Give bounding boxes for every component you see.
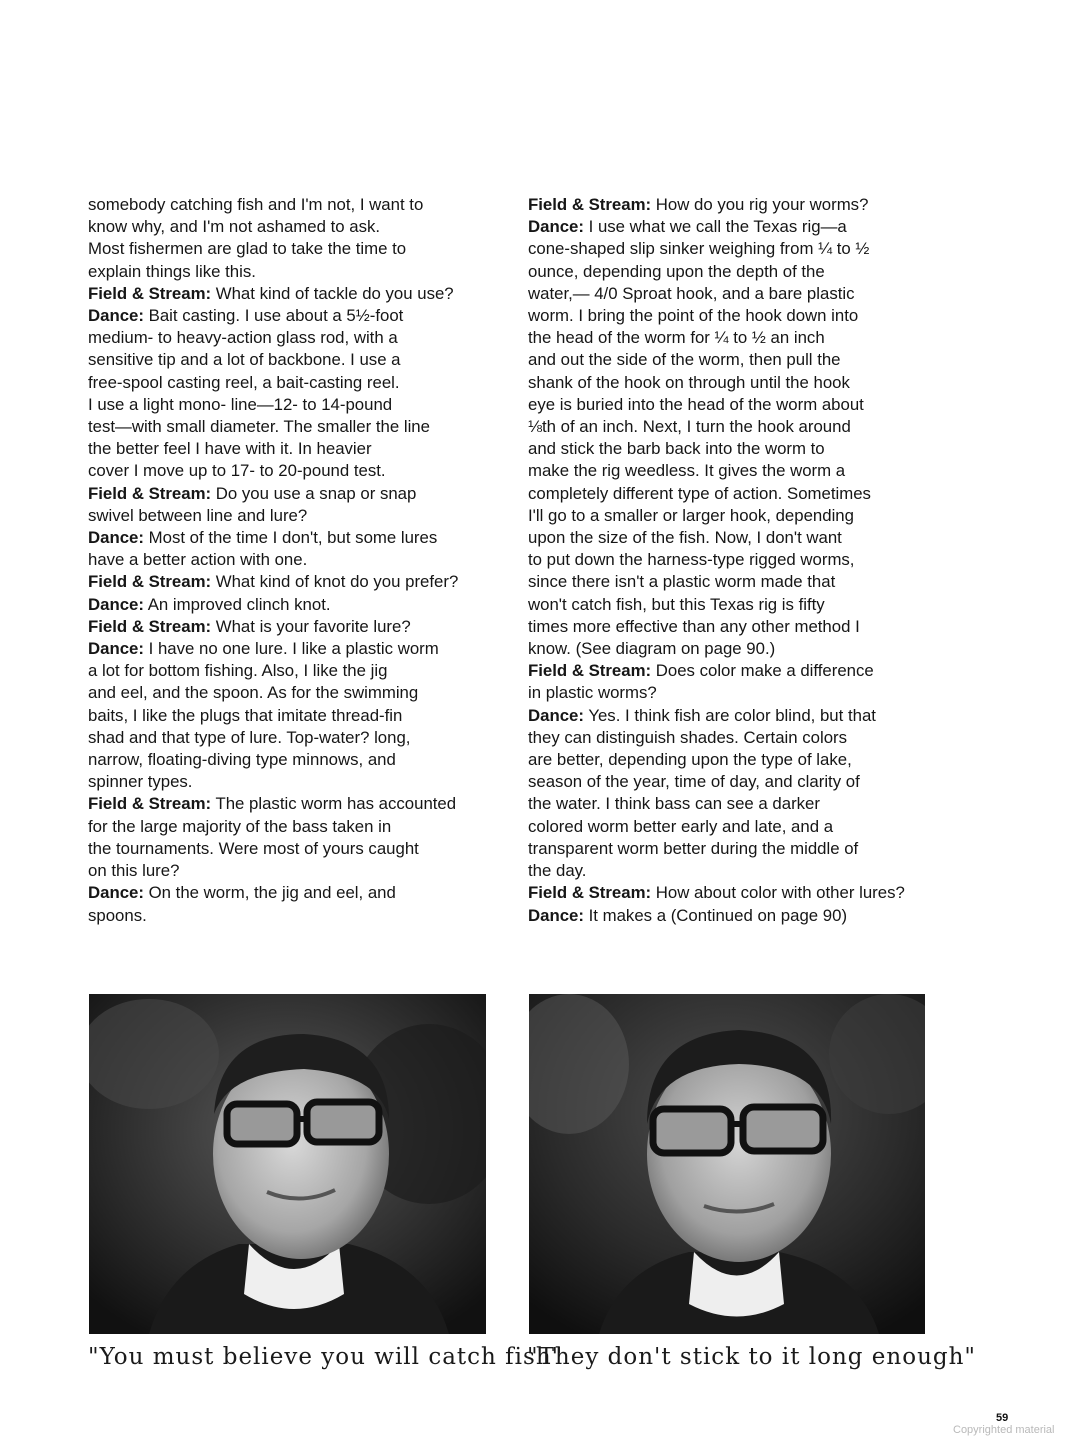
line-text: the tournaments. Were most of yours caught (88, 838, 419, 858)
line-text: to put down the harness-type rigged worms, (528, 550, 855, 570)
article-line (528, 327, 938, 349)
article-line (88, 194, 498, 216)
line-text: the water. I think bass can see a darker (528, 794, 820, 814)
article-line (88, 727, 498, 749)
article-line (528, 882, 938, 904)
article-line (528, 394, 938, 416)
line-text: test—with small diameter. The smaller the line (88, 417, 430, 437)
article-line (528, 793, 938, 815)
line-text: narrow, floating-diving type minnows, and (88, 750, 396, 770)
article-line (88, 594, 498, 616)
line-text: Does color make a difference (651, 661, 874, 681)
line-text: and stick the barb back into the worm to (528, 439, 825, 459)
article-line (528, 372, 938, 394)
line-text: ounce, depending upon the depth of the (528, 261, 825, 281)
line-text: and eel, and the spoon. As for the swimming (88, 683, 419, 703)
article-line (528, 416, 938, 438)
portrait-image-right (529, 994, 925, 1334)
line-text: they can distinguish shades. Certain colors (528, 727, 848, 747)
article-line (88, 394, 498, 416)
speaker-label: Field & Stream: (528, 195, 652, 214)
line-text: What kind of knot do you prefer? (211, 572, 459, 592)
line-text: for the large majority of the bass taken in (88, 816, 392, 836)
line-text: The plastic worm has accounted (211, 794, 457, 814)
page-number: 59 (996, 1412, 1009, 1424)
speaker-label: Field & Stream: (88, 616, 212, 636)
article-line (528, 816, 938, 838)
speaker-label: Field & Stream: (88, 483, 212, 503)
line-text: and out the side of the worm, then pull the (528, 350, 841, 370)
article-line (528, 838, 938, 860)
line-text: in plastic worms? (528, 683, 657, 703)
line-text: I have no one lure. I like a plastic worm (143, 639, 439, 659)
portrait-photo-left (89, 994, 486, 1334)
line-text: the head of the worm for ¼ to ½ an inch (528, 328, 825, 348)
speaker-label: Dance: (88, 306, 144, 326)
article-line (88, 305, 498, 327)
article-line (528, 749, 938, 771)
line-text: How do you rig your worms? (651, 195, 869, 214)
article-line (88, 505, 498, 527)
article-line (528, 305, 938, 327)
article-line (88, 616, 498, 638)
article-line (88, 838, 498, 860)
article-line (88, 372, 498, 394)
line-text: make the rig weedless. It gives the worm a (528, 461, 846, 481)
copyright-watermark: Copyrighted material (953, 1424, 1055, 1436)
line-text: swivel between line and lure? (88, 505, 308, 525)
line-text: eye is buried into the head of the worm about (528, 394, 864, 414)
line-text: times more effective than any other method I (528, 616, 860, 636)
line-text: shank of the hook on through until the hook (528, 372, 850, 392)
article-line (528, 238, 938, 260)
speaker-label: Field & Stream: (88, 283, 212, 303)
line-text: Bait casting. I use about a 5½-foot (143, 306, 404, 326)
article-line (528, 771, 938, 793)
line-text: What is your favorite lure? (211, 616, 411, 636)
line-text: since there isn't a plastic worm made that (528, 572, 836, 592)
article-line (528, 483, 938, 505)
speaker-label: Field & Stream: (528, 661, 652, 681)
article-line (528, 349, 938, 371)
line-text: It makes a (Continued on page 90) (583, 905, 848, 925)
line-text: know why, and I'm not ashamed to ask. (88, 217, 381, 237)
article-line (528, 438, 938, 460)
line-text: spinner types. (88, 772, 193, 792)
line-text: won't catch fish, but this Texas rig is fifty (528, 594, 825, 614)
article-line (528, 549, 938, 571)
speaker-label: Dance: (88, 883, 144, 903)
article-line (88, 238, 498, 260)
line-text: baits, I like the plugs that imitate thread-fin (88, 705, 403, 725)
line-text: I use what we call the Texas rig—a (583, 217, 847, 237)
article-line (528, 194, 938, 216)
speaker-label: Dance: (88, 528, 144, 548)
article-line (88, 749, 498, 771)
article-line (88, 527, 498, 549)
article-line (88, 549, 498, 571)
line-text: ⅛th of an inch. Next, I turn the hook around (528, 417, 851, 437)
line-text: cover I move up to 17- to 20-pound test. (88, 461, 386, 481)
speaker-label: Dance: (528, 905, 584, 925)
portrait-image-left (89, 994, 486, 1334)
article-line (528, 660, 938, 682)
line-text: somebody catching fish and I'm not, I want to (88, 195, 424, 214)
article-line (528, 682, 938, 704)
article-line (88, 682, 498, 704)
line-text: a lot for bottom fishing. Also, I like the jig (88, 661, 388, 681)
article-line (88, 638, 498, 660)
line-text: cone-shaped slip sinker weighing from ¼ to ½ (528, 239, 870, 259)
article-line (88, 705, 498, 727)
line-text: An improved clinch knot. (143, 594, 331, 614)
article-line (528, 505, 938, 527)
article-line (528, 283, 938, 305)
speaker-label: Field & Stream: (88, 794, 212, 814)
article-line (88, 860, 498, 882)
article-line (88, 283, 498, 305)
line-text: free-spool casting reel, a bait-casting reel. (88, 372, 400, 392)
article-line (88, 216, 498, 238)
line-text: upon the size of the fish. Now, I don't want (528, 528, 842, 548)
line-text: are better, depending upon the type of lake, (528, 750, 852, 770)
article-line (528, 571, 938, 593)
line-text: I use a light mono- line—12- to 14-pound (88, 394, 393, 414)
article-line (528, 860, 938, 882)
portrait-photo-right (529, 994, 925, 1334)
article-line (528, 727, 938, 749)
speaker-label: Field & Stream: (528, 883, 652, 903)
article-line (88, 349, 498, 371)
article-line (528, 261, 938, 283)
line-text: the better feel I have with it. In heavier (88, 439, 372, 459)
line-text: spoons. (88, 905, 147, 925)
article-line (88, 460, 498, 482)
line-text: season of the year, time of day, and clarity of (528, 772, 860, 792)
line-text: Most of the time I don't, but some lures (143, 528, 438, 548)
article-line (88, 905, 498, 927)
article-line (88, 483, 498, 505)
article-line (88, 816, 498, 838)
line-text: explain things like this. (88, 261, 256, 281)
speaker-label: Field & Stream: (88, 572, 212, 592)
line-text: the day. (528, 861, 587, 881)
article-line (88, 571, 498, 593)
article-line (528, 527, 938, 549)
article-line (88, 660, 498, 682)
article-line (528, 638, 938, 660)
article-line (528, 216, 938, 238)
article-line (528, 616, 938, 638)
article-line (528, 705, 938, 727)
article-line (88, 438, 498, 460)
article-line (88, 261, 498, 283)
article-line (528, 460, 938, 482)
line-text: I'll go to a smaller or larger hook, depending (528, 505, 854, 525)
line-text: What kind of tackle do you use? (211, 283, 454, 303)
speaker-label: Dance: (528, 705, 584, 725)
line-text: worm. I bring the point of the hook down into (528, 306, 859, 326)
line-text: How about color with other lures? (651, 883, 905, 903)
speaker-label: Dance: (88, 639, 144, 659)
line-text: On the worm, the jig and eel, and (143, 883, 396, 903)
article-line (528, 905, 938, 927)
line-text: on this lure? (88, 861, 180, 881)
line-text: Most fishermen are glad to take the time to (88, 239, 407, 259)
line-text: transparent worm better during the middle of (528, 838, 859, 858)
speaker-label: Dance: (88, 594, 144, 614)
line-text: Do you use a snap or snap (211, 483, 417, 503)
article-line (88, 771, 498, 793)
line-text: shad and that type of lure. Top-water? long, (88, 727, 411, 747)
speaker-label: Dance: (528, 217, 584, 237)
photo-caption-right: "They don't stick to it long enough" (527, 1344, 977, 1370)
line-text: Yes. I think fish are color blind, but that (583, 705, 876, 725)
article-line (528, 594, 938, 616)
line-text: have a better action with one. (88, 550, 308, 570)
line-text: medium- to heavy-action glass rod, with a (88, 328, 398, 348)
photo-caption-left: "You must believe you will catch fish" (88, 1344, 564, 1370)
article-column-right (528, 194, 938, 927)
line-text: sensitive tip and a lot of backbone. I use a (88, 350, 401, 370)
line-text: know. (See diagram on page 90.) (528, 639, 776, 659)
article-column-left (88, 194, 498, 927)
article-line (88, 882, 498, 904)
line-text: completely different type of action. Sometimes (528, 483, 871, 503)
line-text: colored worm better early and late, and a (528, 816, 834, 836)
article-line (88, 793, 498, 815)
article-line (88, 416, 498, 438)
article-line (88, 327, 498, 349)
line-text: water,— 4/0 Sproat hook, and a bare plastic (528, 283, 855, 303)
